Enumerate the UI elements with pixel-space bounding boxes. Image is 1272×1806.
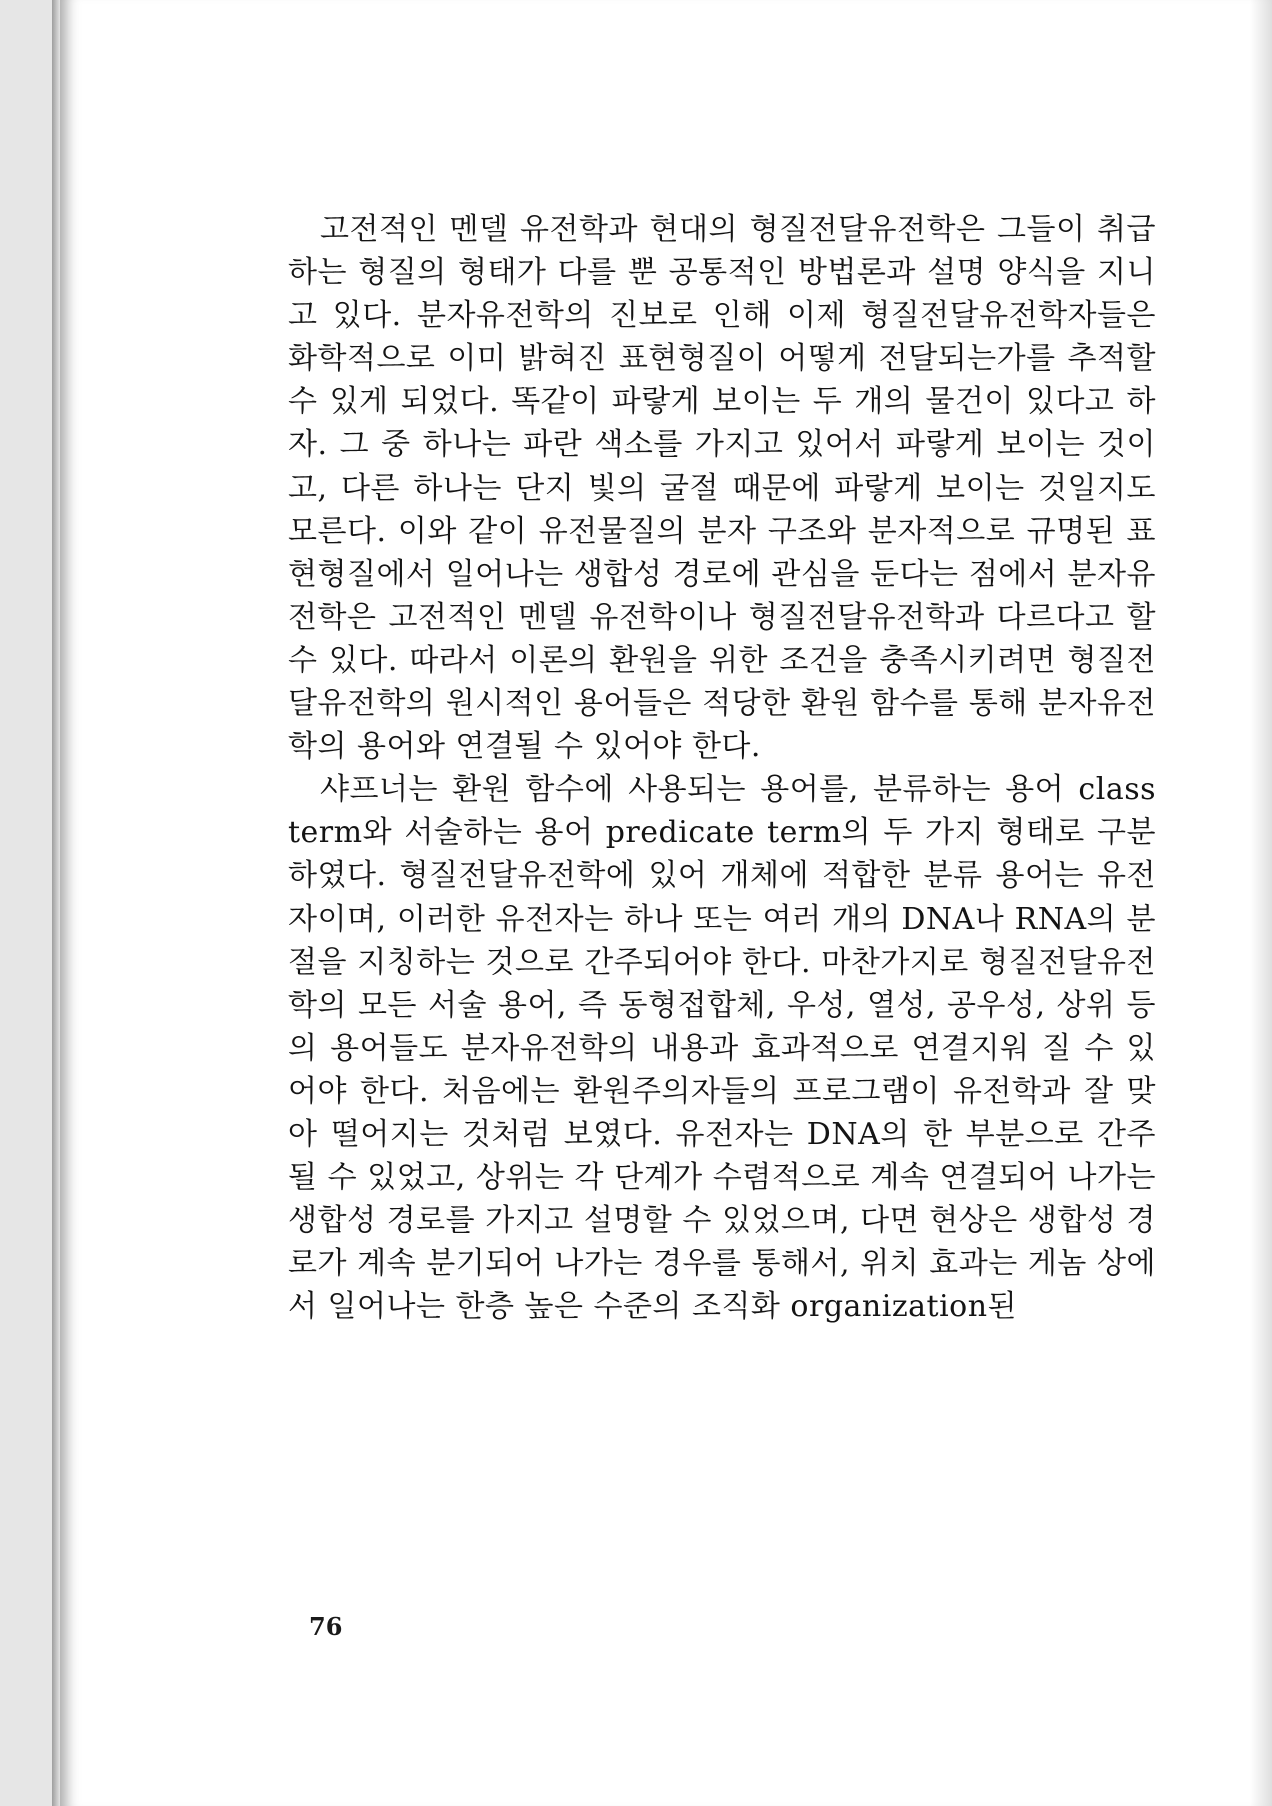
page-number: 76: [309, 1612, 343, 1641]
body-text: [288, 208, 1156, 1328]
paragraph-2: 샤프너는 환원 함수에 사용되는 용어를, 분류하는 용어 class term와 서술하는 용어 predicate term의 두 가지 형태로 구분하였다. 형질전달유전학에 있어 개체에 적합한 분류 용어는 유전자이며, 이러한 유전자는 하나 또는 여러 개의 DNA나 RNA의 분절을 지칭하는 것으로 간주되어야 한다. 마찬가지로 형질전달유전학의 모든 서술 용어, 즉 동형접합체, 우성, 열성, 공우성, 상위 등의 용어들도 분자유전학의 내용과 효과적으로 연결지워 질 수 있어야 한다. 처음에는 환원주의자들의 프로그램이 유전학과 잘 맞아 떨어지는 것처럼 보였다. 유전자는 DNA의 한 부분으로 간주될 수 있었고, 상위는 각 단계가 수렴적으로 계속 연결되어 나가는 생합성 경로를 가지고 설명할 수 있었으며, 다면 현상은 생합성 경로가 계속 분기되어 나가는 경우를 통해서, 위치 효과는 게놈 상에서 일어나는 한층 높은 수준의 조직화 organization된: [288, 772, 1156, 1325]
paragraph-1: 고전적인 멘델 유전학과 현대의 형질전달유전학은 그들이 취급하는 형질의 형태가 다를 뿐 공통적인 방법론과 설명 양식을 지니고 있다. 분자유전학의 진보로 인해 이제 형질전달유전학자들은 화학적으로 이미 밝혀진 표현형질이 어떻게 전달되는가를 추적할 수 있게 되었다. 똑같이 파랗게 보이는 두 개의 물건이 있다고 하자. 그 중 하나는 파란 색소를 가지고 있어서 파랗게 보이는 것이고, 다른 하나는 단지 빛의 굴절 때문에 파랗게 보이는 것일지도 모른다. 이와 같이 유전물질의 분자 구조와 분자적으로 규명된 표현형질에서 일어나는 생합성 경로에 관심을 둔다는 점에서 분자유전학은 고전적인 멘델 유전학이나 형질전달유전학과 다르다고 할 수 있다. 따라서 이론의 환원을 위한 조건을 충족시키려면 형질전달유전학의 원시적인 용어들은 적당한 환원 함수를 통해 분자유전학의 용어와 연결될 수 있어야 한다.: [288, 212, 1156, 765]
page-right-shade: [1250, 0, 1272, 1806]
